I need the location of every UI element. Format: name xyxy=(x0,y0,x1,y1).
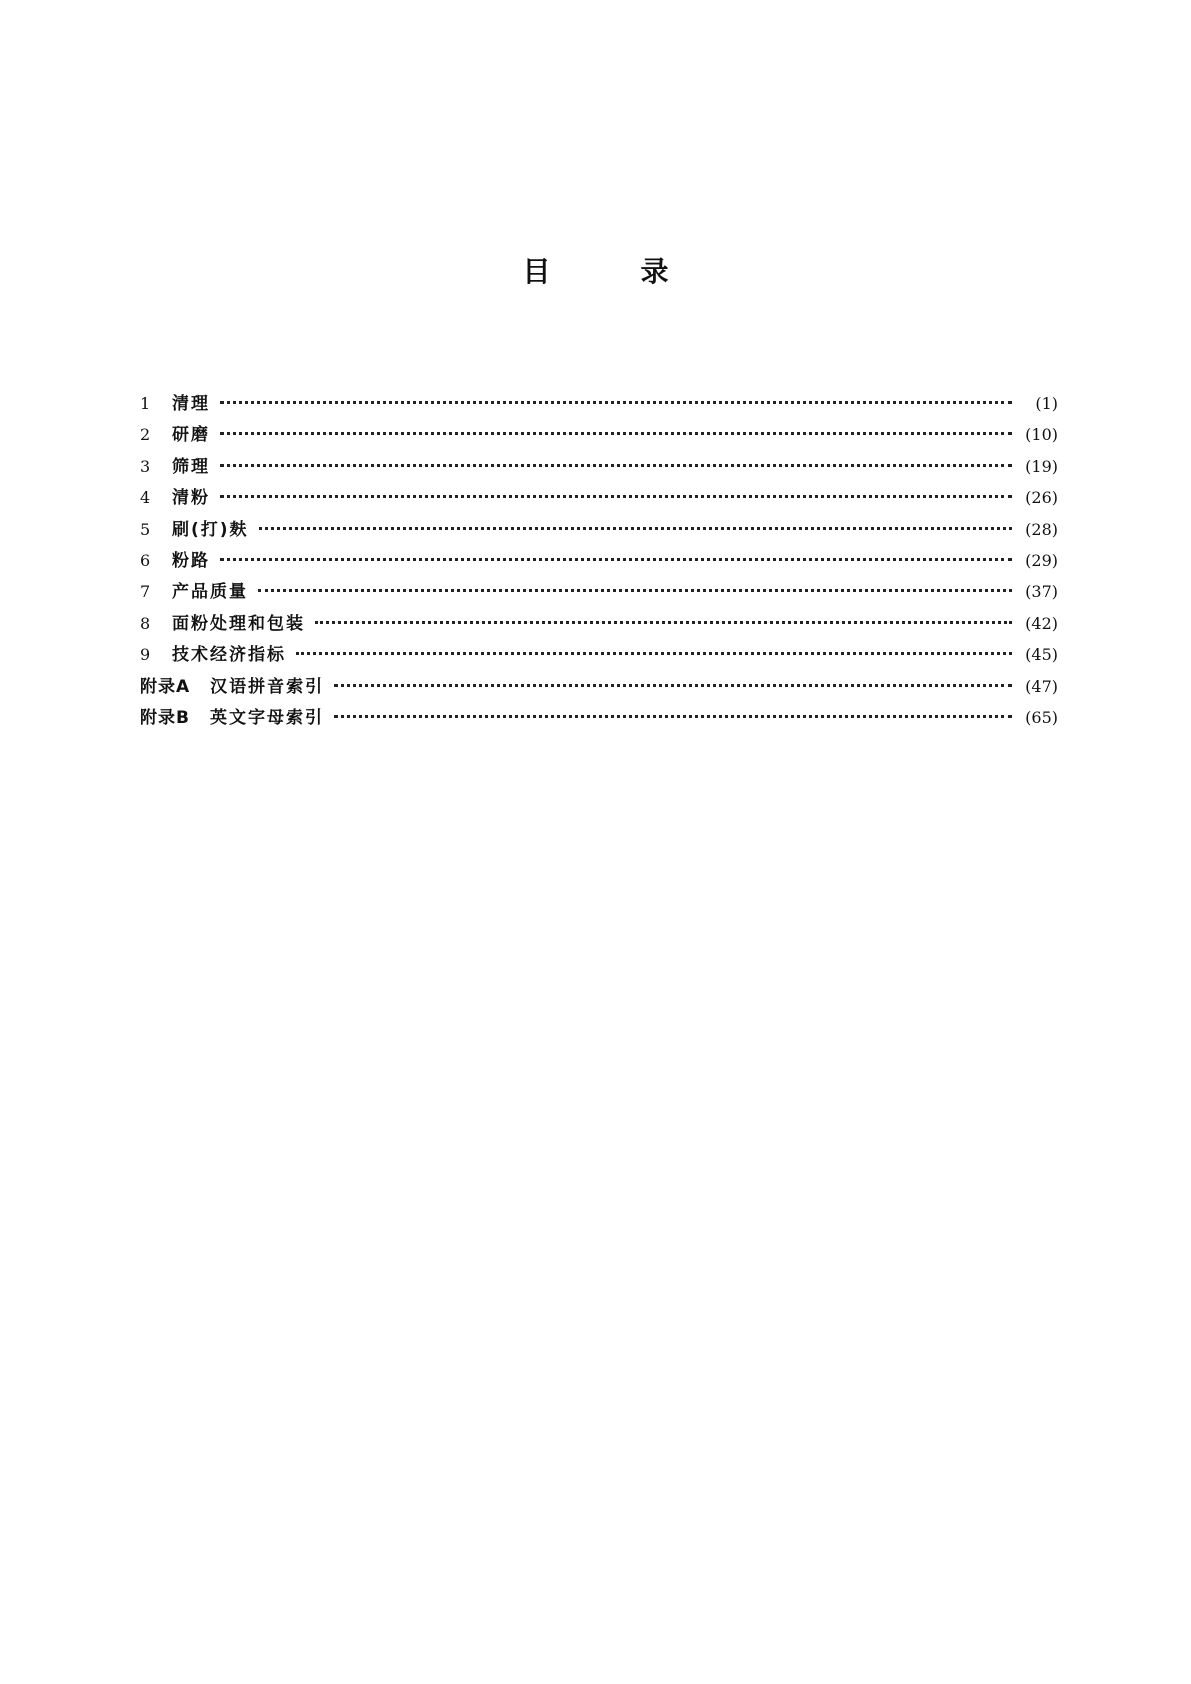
toc-entry-title: 清粉 xyxy=(172,488,210,509)
toc-entry-title: 产品质量 xyxy=(172,582,248,603)
toc-entry-4[interactable] xyxy=(140,482,1058,513)
toc-entry-number: 4 xyxy=(140,488,151,508)
toc-entry-page: (29) xyxy=(1025,550,1058,570)
title-char-2: 录 xyxy=(640,255,669,288)
toc-entry-number: 附录B xyxy=(140,707,190,728)
toc-entry-title: 筛理 xyxy=(172,456,210,477)
toc-entry-page: (65) xyxy=(1025,707,1058,727)
toc-entry-9[interactable] xyxy=(140,639,1058,670)
toc-entry-title: 刷(打)麸 xyxy=(172,519,249,540)
toc-entry-page: (28) xyxy=(1025,519,1058,539)
toc-entry-number: 8 xyxy=(140,613,151,633)
toc-entry-title: 英文字母索引 xyxy=(209,707,324,728)
toc-entry-page: (19) xyxy=(1025,456,1058,476)
toc-entry-number: 1 xyxy=(140,394,151,413)
toc-entry-title: 研磨 xyxy=(172,425,210,446)
toc-entry-number: 3 xyxy=(140,456,151,476)
toc-entry-title: 汉语拼音索引 xyxy=(210,676,325,697)
toc-entry-1[interactable] xyxy=(140,388,1058,419)
toc-entry-appendix-a[interactable] xyxy=(140,671,1058,702)
table-of-contents xyxy=(140,388,1058,733)
toc-entry-page: (42) xyxy=(1025,613,1058,633)
toc-entry-title: 面粉处理和包装 xyxy=(172,613,305,634)
toc-dot-leader xyxy=(220,464,1012,467)
toc-dot-leader xyxy=(220,432,1012,435)
toc-dot-leader xyxy=(220,401,1012,404)
toc-entry-7[interactable] xyxy=(140,576,1058,607)
toc-entry-title: 技术经济指标 xyxy=(172,645,286,666)
page-title xyxy=(0,250,1191,290)
toc-entry-number: 6 xyxy=(140,550,151,570)
toc-entry-5[interactable] xyxy=(140,514,1058,545)
toc-dot-leader xyxy=(258,589,1012,592)
toc-dot-leader xyxy=(334,715,1012,718)
toc-entry-6[interactable] xyxy=(140,545,1058,576)
toc-entry-page: (47) xyxy=(1025,676,1058,696)
toc-entry-page: (26) xyxy=(1025,488,1058,508)
toc-entry-appendix-b[interactable] xyxy=(140,702,1058,733)
toc-entry-number: 7 xyxy=(140,582,151,602)
toc-entry-page: (10) xyxy=(1025,425,1058,445)
toc-entry-page: (37) xyxy=(1025,582,1058,602)
toc-dot-leader xyxy=(315,621,1012,624)
toc-entry-title: 粉路 xyxy=(172,550,210,571)
toc-dot-leader xyxy=(259,527,1012,530)
toc-entry-2[interactable] xyxy=(140,419,1058,450)
toc-entry-title: 清理 xyxy=(172,394,210,414)
toc-dot-leader xyxy=(334,684,1012,687)
toc-dot-leader xyxy=(296,652,1012,655)
title-char-1: 目 xyxy=(522,255,551,288)
toc-entry-number: 5 xyxy=(140,519,151,539)
toc-dot-leader xyxy=(220,495,1012,498)
toc-dot-leader xyxy=(220,558,1012,561)
toc-entry-8[interactable] xyxy=(140,608,1058,639)
toc-entry-number: 9 xyxy=(140,645,151,665)
toc-entry-page: (1) xyxy=(1035,394,1058,413)
toc-entry-page: (45) xyxy=(1025,645,1058,665)
toc-entry-3[interactable] xyxy=(140,451,1058,482)
toc-entry-number: 附录A xyxy=(140,676,191,697)
toc-entry-number: 2 xyxy=(140,425,151,445)
